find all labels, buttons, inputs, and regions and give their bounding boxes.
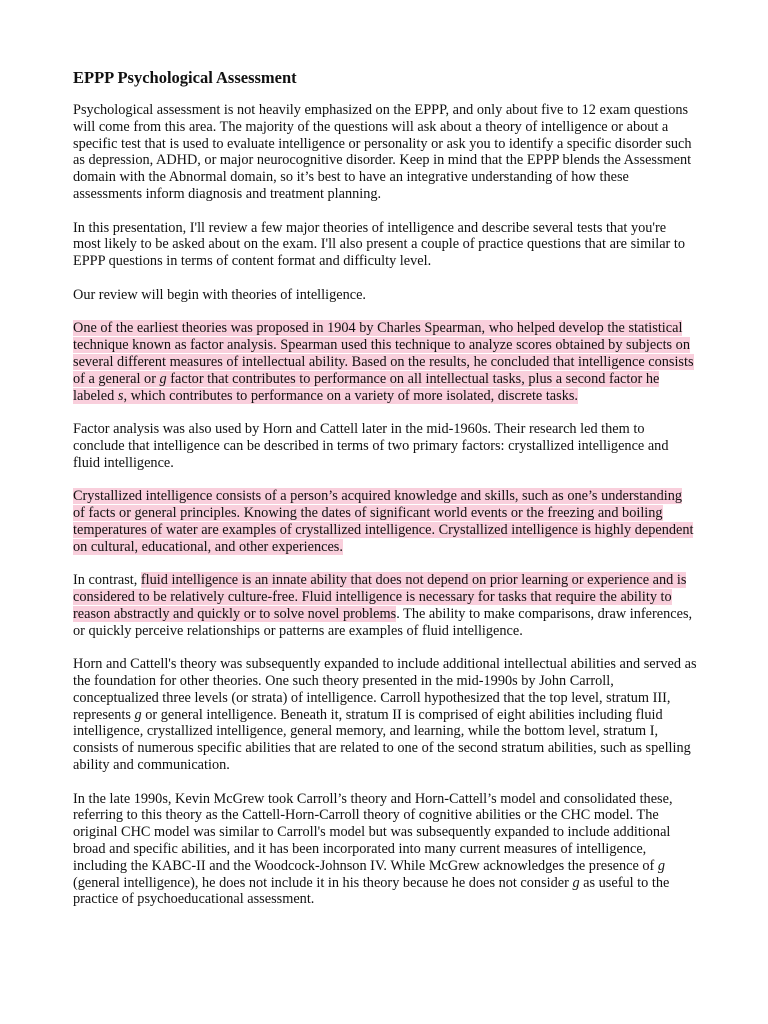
text-segment: In contrast, bbox=[73, 572, 141, 589]
text-segment: In the late 1990s, Kevin McGrew took Carroll’s theory and Horn-Cattell’s model and consolidated these, referring to this theory as the Cattell-Horn-Carroll theory of cognitive abilities or the CHC model. The original CHC model was similar to Carroll's model but was subsequently expanded to include additional broad and specific abilities, and it has been incorporated into many current measures of intelligence, including the KABC-II and the Woodcock-Johnson IV. While McGrew acknowledges the presence of bbox=[73, 790, 673, 874]
highlight-spearman bbox=[73, 320, 694, 403]
text-segment: factor that contributes to performance on all intellectual tasks, plus a second factor he labeled bbox=[73, 370, 660, 404]
text-segment: , which contributes to performance on a variety of more isolated, discrete tasks. bbox=[123, 387, 579, 404]
italic-g: g bbox=[657, 857, 666, 874]
highlight-fluid: fluid intelligence is an innate ability that does not depend on prior learning or experience and is considered to be relatively culture-free. Fluid intelligence is necessary for tasks that require the ability to reason abstractly and quickly or to solve novel problems bbox=[73, 572, 687, 622]
paragraph-review-start: Our review will begin with theories of intelligence. bbox=[73, 286, 367, 303]
text-segment: as useful to the practice of psychoeducational assessment. bbox=[73, 874, 670, 908]
text-segment: or general intelligence. Beneath it, stratum II is comprised of eight abilities including fluid intelligence, crystallized intelligence, general memory, and learning, while the bottom level, stratum I, consists of numerous specific abilities that are related to one of the second stratum abilities, such as spelling ability and communication. bbox=[73, 706, 691, 774]
paragraph-presentation-overview: In this presentation, I'll review a few major theories of intelligence and describe several tests that you're most likely to be asked about on the exam. I'll also present a couple of practice questions that are similar to EPPP questions in terms of content format and difficulty level. bbox=[73, 219, 686, 270]
italic-g: g bbox=[572, 874, 580, 891]
paragraph-horn-cattell: Factor analysis was also used by Horn and Cattell later in the mid-1960s. Their research led them to conclude that intelligence can be described in terms of two primary factors: crystallized intelligence and fluid intelligence. bbox=[73, 421, 669, 471]
paragraph-carroll bbox=[73, 656, 697, 774]
italic-g: g bbox=[134, 706, 142, 723]
text-segment: One of the earliest theories was proposed in 1904 by Charles Spearman, who helped develop the statistical technique known as factor analysis. Spearman used this technique to analyze scores obtained by subjects on several different measures of intellectual ability. Based on the results, he concluded that intelligence consists of a general or bbox=[73, 320, 694, 387]
text-segment: Horn and Cattell's theory was subsequently expanded to include additional intellectual abilities and served as the foundation for other theories. One such theory presented in the mid-1990s by John Carroll, conceptualized three levels (or strata) of intelligence. Carroll hypothesized that the top level, stratum III, represents bbox=[73, 656, 697, 723]
paragraph-crystallized bbox=[73, 488, 697, 555]
italic-s: s bbox=[117, 387, 124, 404]
paragraph-intro: Psychological assessment is not heavily emphasized on the EPPP, and only about five to 12 exam questions will come from this area. The majority of the questions will ask about a theory of intelligence or about a specific test that is used to evaluate intelligence or personality or ask you to identify a specific disorder such as depression, ADHD, or major neurocognitive disorder. Keep in mind that the EPPP blends the Assessment domain with the Abnormal domain, so it’s best to have an integrative understanding of how these assessments inform diagnosis and treatment planning. bbox=[73, 102, 692, 202]
document-page bbox=[73, 68, 697, 925]
highlight-crystallized: Crystallized intelligence consists of a person’s acquired knowledge and skills, such as one’s understanding of facts or general principles. Knowing the dates of significant world events or the freezing and boiling temperatures of water are examples of crystallized intelligence. Crystallized intelligence is highly dependent on cultural, educational, and other experiences. bbox=[73, 488, 694, 555]
italic-g: g bbox=[159, 370, 167, 387]
paragraph-spearman bbox=[73, 320, 697, 404]
document-title: EPPP Psychological Assessment bbox=[73, 68, 297, 87]
text-segment: (general intelligence), he does not include it in his theory because he does not consider bbox=[73, 874, 573, 891]
paragraph-fluid bbox=[73, 572, 697, 639]
text-segment: . The ability to make comparisons, draw inferences, or quickly perceive relationships or patterns are examples of fluid intelligence. bbox=[73, 605, 693, 639]
paragraph-chc bbox=[73, 791, 697, 909]
